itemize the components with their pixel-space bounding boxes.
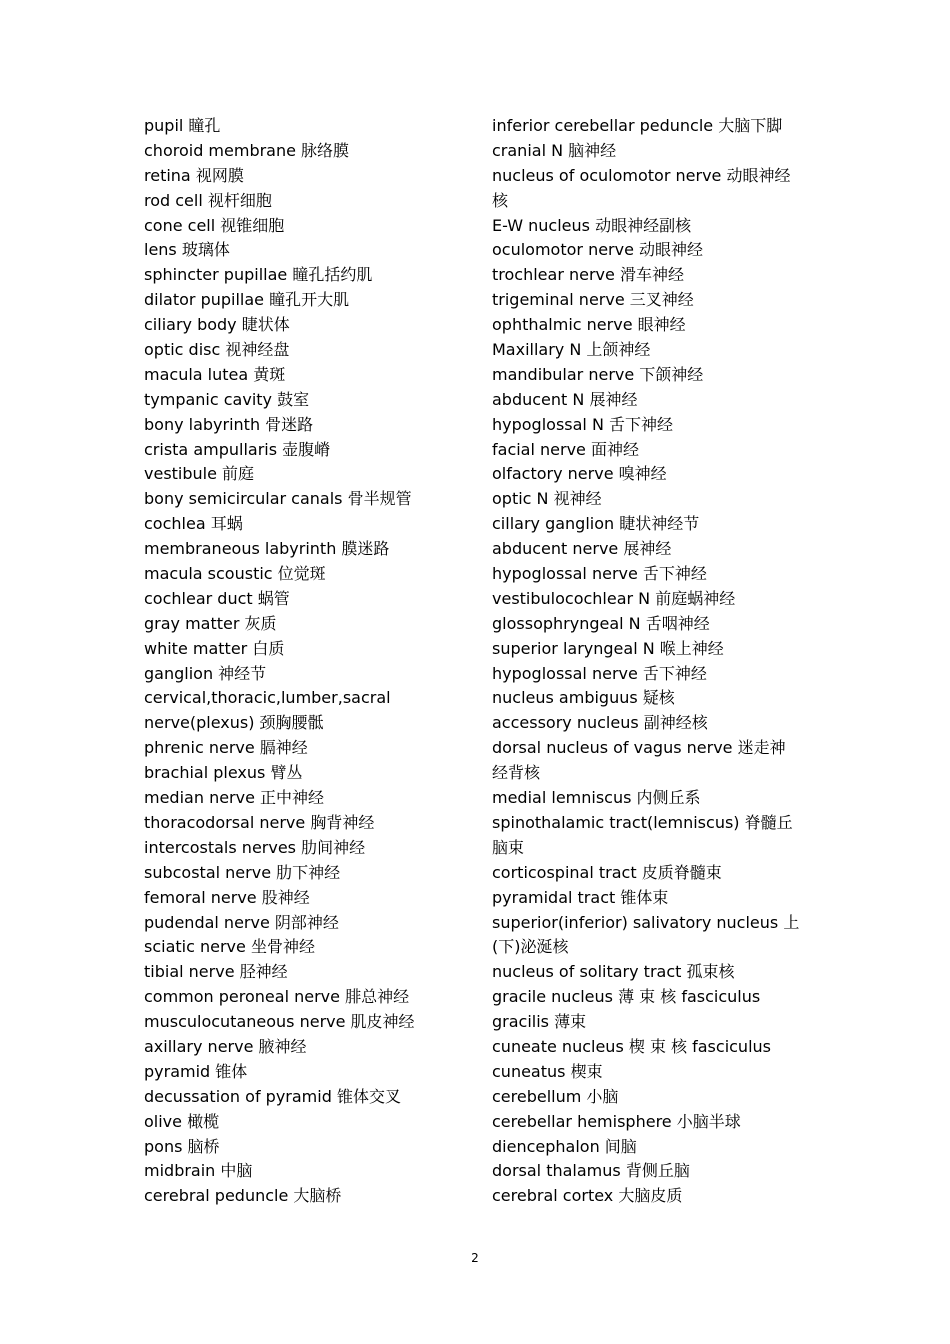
term-line: pyramidal tract 锥体束 (492, 887, 669, 907)
term-line: nucleus of oculomotor nerve 动眼神经 (492, 165, 791, 185)
term-line: macula lutea 黄斑 (144, 364, 286, 384)
term-line: cerebral peduncle 大脑桥 (144, 1186, 342, 1206)
term-line: gray matter 灰质 (144, 613, 277, 633)
term-line: choroid membrane 脉络膜 (144, 140, 350, 160)
term-line: diencephalon 间脑 (492, 1136, 637, 1156)
term-line: 经背核 (492, 763, 541, 783)
left-term-column (144, 114, 484, 1209)
term-line: (下)泌涎核 (492, 937, 569, 957)
term-line: superior laryngeal N 喉上神经 (492, 638, 724, 658)
term-line: tympanic cavity 鼓室 (144, 389, 310, 409)
term-line: trochlear nerve 滑车神经 (492, 265, 684, 285)
term-line: oculomotor nerve 动眼神经 (492, 240, 704, 260)
right-term-column (492, 114, 806, 1209)
term-line: Maxillary N 上颌神经 (492, 340, 651, 360)
term-line: olive 橄榄 (144, 1111, 220, 1131)
term-line: hypoglossal nerve 舌下神经 (492, 663, 707, 683)
term-line: dorsal thalamus 背侧丘脑 (492, 1161, 690, 1181)
term-line: cerebellum 小脑 (492, 1086, 619, 1106)
term-line: membraneous labyrinth 膜迷路 (144, 539, 390, 559)
term-line: pons 脑桥 (144, 1136, 220, 1156)
term-line: spinothalamic tract(lemniscus) 脊髓丘 (492, 812, 793, 832)
term-line: tibial nerve 胫神经 (144, 962, 288, 982)
term-line: decussation of pyramid 锥体交叉 (144, 1086, 401, 1106)
term-line: abducent N 展神经 (492, 389, 638, 409)
term-line: sciatic nerve 坐骨神经 (144, 937, 315, 957)
term-line: superior(inferior) salivatory nucleus 上 (492, 912, 800, 932)
term-line: cochlear duct 蜗管 (144, 588, 290, 608)
term-line: pupil 瞳孔 (144, 116, 221, 135)
term-line: white matter 白质 (144, 638, 285, 658)
term-line: bony labyrinth 骨迷路 (144, 414, 314, 434)
term-line: pyramid 锥体 (144, 1061, 248, 1081)
term-line: optic disc 视神经盘 (144, 340, 290, 360)
term-line: cranial N 脑神经 (492, 140, 617, 160)
term-line: musculocutaneous nerve 肌皮神经 (144, 1012, 415, 1032)
term-line: brachial plexus 臂丛 (144, 763, 303, 783)
term-line: phrenic nerve 膈神经 (144, 738, 308, 758)
term-line: vestibulocochlear N 前庭蜗神经 (492, 588, 736, 608)
term-line: rod cell 视杆细胞 (144, 190, 272, 210)
term-line: nucleus of solitary tract 孤束核 (492, 962, 735, 982)
term-line: cochlea 耳蜗 (144, 514, 243, 534)
term-line: accessory nucleus 副神经核 (492, 713, 708, 733)
term-line: crista ampullaris 壶腹嵴 (144, 439, 331, 459)
term-line: common peroneal nerve 腓总神经 (144, 987, 410, 1007)
term-line: ciliary body 睫状体 (144, 315, 290, 335)
term-line: nerve(plexus) 颈胸腰骶 (144, 713, 324, 733)
term-line: hypoglossal N 舌下神经 (492, 414, 674, 434)
term-line: cerebral cortex 大脑皮质 (492, 1186, 683, 1206)
term-line: gracilis 薄束 (492, 1012, 587, 1032)
term-line: cillary ganglion 睫状神经节 (492, 514, 700, 534)
term-line: subcostal nerve 肋下神经 (144, 862, 341, 882)
term-line: corticospinal tract 皮质脊髓束 (492, 862, 722, 882)
term-line: E-W nucleus 动眼神经副核 (492, 215, 692, 235)
term-line: 核 (492, 190, 509, 210)
term-line: 脑束 (492, 837, 525, 857)
term-line: cone cell 视锥细胞 (144, 215, 285, 235)
term-line: median nerve 正中神经 (144, 788, 325, 808)
term-line: cerebellar hemisphere 小脑半球 (492, 1111, 741, 1131)
term-line: thoracodorsal nerve 胸背神经 (144, 812, 375, 832)
term-line: sphincter pupillae 瞳孔括约肌 (144, 265, 373, 285)
term-line: lens 玻璃体 (144, 240, 230, 260)
term-line: nucleus ambiguus 疑核 (492, 688, 675, 708)
term-line: femoral nerve 股神经 (144, 887, 310, 907)
term-line: dorsal nucleus of vagus nerve 迷走神 (492, 738, 786, 758)
term-line: retina 视网膜 (144, 165, 244, 185)
term-line: ophthalmic nerve 眼神经 (492, 315, 686, 335)
term-line: axillary nerve 腋神经 (144, 1036, 307, 1056)
term-line: hypoglossal nerve 舌下神经 (492, 564, 707, 584)
term-line: facial nerve 面神经 (492, 439, 639, 459)
term-line: cuneatus 楔束 (492, 1061, 603, 1081)
term-line: gracile nucleus 薄 束 核 fasciculus (492, 987, 761, 1007)
term-line: inferior cerebellar peduncle 大脑下脚 (492, 116, 783, 135)
page-number: 2 (471, 1251, 479, 1265)
term-line: macula scoustic 位觉斑 (144, 564, 326, 584)
term-line: bony semicircular canals 骨半规管 (144, 489, 412, 509)
term-line: optic N 视神经 (492, 489, 602, 509)
term-line: trigeminal nerve 三叉神经 (492, 290, 694, 310)
term-line: pudendal nerve 阴部神经 (144, 912, 339, 932)
term-line: midbrain 中脑 (144, 1161, 253, 1181)
term-line: ganglion 神经节 (144, 663, 267, 683)
term-line: cuneate nucleus 楔 束 核 fasciculus (492, 1036, 771, 1056)
term-line: mandibular nerve 下颌神经 (492, 364, 704, 384)
term-line: medial lemniscus 内侧丘系 (492, 788, 701, 808)
term-line: cervical,thoracic,lumber,sacral (144, 688, 391, 708)
term-line: intercostals nerves 肋间神经 (144, 837, 366, 857)
term-line: dilator pupillae 瞳孔开大肌 (144, 290, 350, 310)
term-line: olfactory nerve 嗅神经 (492, 464, 667, 484)
term-line: abducent nerve 展神经 (492, 539, 672, 559)
term-line: glossophryngeal N 舌咽神经 (492, 613, 710, 633)
term-line: vestibule 前庭 (144, 464, 255, 484)
